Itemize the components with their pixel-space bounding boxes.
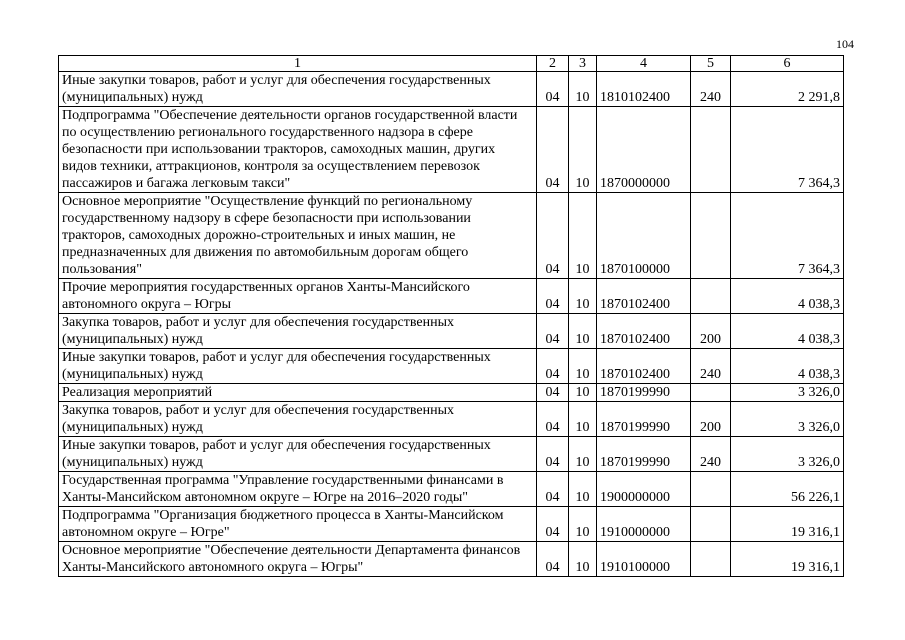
row-section: 04 <box>537 314 569 349</box>
table-row <box>59 507 844 542</box>
row-subsection: 10 <box>569 314 597 349</box>
row-vr: 240 <box>691 72 731 107</box>
table-row <box>59 402 844 437</box>
row-vr <box>691 279 731 314</box>
column-header-subsection: 3 <box>569 56 597 72</box>
row-name: Иные закупки товаров, работ и услуг для обеспечения государственных (муниципальных) нужд <box>59 72 537 107</box>
row-subsection: 10 <box>569 193 597 279</box>
row-sum: 3 326,0 <box>731 384 844 402</box>
row-sum: 3 326,0 <box>731 437 844 472</box>
row-sum: 7 364,3 <box>731 193 844 279</box>
row-section: 04 <box>537 402 569 437</box>
row-sum: 19 316,1 <box>731 507 844 542</box>
row-csr: 1910000000 <box>597 507 691 542</box>
row-vr: 200 <box>691 402 731 437</box>
row-sum: 2 291,8 <box>731 72 844 107</box>
row-name: Государственная программа "Управление государственными финансами в Ханты-Мансийском автономном округе – Югре на 2016–2020 годы" <box>59 472 537 507</box>
table-row <box>59 542 844 577</box>
row-vr <box>691 542 731 577</box>
table-row <box>59 72 844 107</box>
row-section: 04 <box>537 472 569 507</box>
row-subsection: 10 <box>569 402 597 437</box>
row-name: Иные закупки товаров, работ и услуг для обеспечения государственных (муниципальных) нужд <box>59 349 537 384</box>
page-number: 104 <box>836 37 854 51</box>
table-row <box>59 384 844 402</box>
row-subsection: 10 <box>569 507 597 542</box>
row-subsection: 10 <box>569 72 597 107</box>
row-name: Иные закупки товаров, работ и услуг для обеспечения государственных (муниципальных) нужд <box>59 437 537 472</box>
budget-table <box>58 55 844 577</box>
row-vr: 240 <box>691 349 731 384</box>
row-vr <box>691 193 731 279</box>
row-section: 04 <box>537 72 569 107</box>
row-csr: 1870199990 <box>597 402 691 437</box>
row-sum: 56 226,1 <box>731 472 844 507</box>
table-header-row <box>59 56 844 72</box>
row-name: Закупка товаров, работ и услуг для обеспечения государственных (муниципальных) нужд <box>59 314 537 349</box>
row-name: Подпрограмма "Организация бюджетного процесса в Ханты-Мансийском автономном округе – Югре" <box>59 507 537 542</box>
row-subsection: 10 <box>569 384 597 402</box>
table-row <box>59 107 844 193</box>
row-csr: 1870102400 <box>597 314 691 349</box>
column-header-sum: 6 <box>731 56 844 72</box>
row-vr <box>691 384 731 402</box>
row-csr: 1870199990 <box>597 384 691 402</box>
column-header-section: 2 <box>537 56 569 72</box>
row-section: 04 <box>537 107 569 193</box>
row-vr: 240 <box>691 437 731 472</box>
row-sum: 4 038,3 <box>731 349 844 384</box>
row-section: 04 <box>537 193 569 279</box>
row-subsection: 10 <box>569 472 597 507</box>
row-name: Основное мероприятие "Обеспечение деятельности Департамента финансов Ханты-Мансийского автономного округа – Югры" <box>59 542 537 577</box>
row-name: Прочие мероприятия государственных органов Ханты-Мансийского автономного округа – Югры <box>59 279 537 314</box>
row-sum: 3 326,0 <box>731 402 844 437</box>
row-section: 04 <box>537 349 569 384</box>
row-sum: 19 316,1 <box>731 542 844 577</box>
row-subsection: 10 <box>569 542 597 577</box>
row-vr <box>691 107 731 193</box>
table-row <box>59 279 844 314</box>
row-section: 04 <box>537 437 569 472</box>
row-section: 04 <box>537 384 569 402</box>
row-csr: 1810102400 <box>597 72 691 107</box>
table-row <box>59 437 844 472</box>
row-csr: 1900000000 <box>597 472 691 507</box>
row-name: Основное мероприятие "Осуществление функций по региональному государственному надзору в сфере безопасности при использовании тракторов, самоходных дорожно-строительных и иных машин, не предназначенных для движения по автомобильным дорогам общего пользования" <box>59 193 537 279</box>
table-body <box>59 72 844 577</box>
row-vr <box>691 472 731 507</box>
column-header-vr: 5 <box>691 56 731 72</box>
row-section: 04 <box>537 507 569 542</box>
row-csr: 1870102400 <box>597 349 691 384</box>
row-section: 04 <box>537 279 569 314</box>
row-name: Реализация мероприятий <box>59 384 537 402</box>
table-row <box>59 193 844 279</box>
row-subsection: 10 <box>569 349 597 384</box>
table-row <box>59 472 844 507</box>
row-name: Подпрограмма "Обеспечение деятельности органов государственной власти по осуществлению регионального государственного надзора в сфере безопасности при использовании тракторов, самоходных машин, других видов техники, аттракционов, контроля за осуществлением перевозок пассажиров и багажа легковым такси" <box>59 107 537 193</box>
column-header-csr: 4 <box>597 56 691 72</box>
row-subsection: 10 <box>569 437 597 472</box>
row-vr <box>691 507 731 542</box>
row-csr: 1870199990 <box>597 437 691 472</box>
row-csr: 1870000000 <box>597 107 691 193</box>
row-sum: 4 038,3 <box>731 279 844 314</box>
column-header-name: 1 <box>59 56 537 72</box>
row-csr: 1910100000 <box>597 542 691 577</box>
table-row <box>59 349 844 384</box>
row-sum: 7 364,3 <box>731 107 844 193</box>
row-csr: 1870102400 <box>597 279 691 314</box>
row-vr: 200 <box>691 314 731 349</box>
row-subsection: 10 <box>569 279 597 314</box>
row-section: 04 <box>537 542 569 577</box>
row-sum: 4 038,3 <box>731 314 844 349</box>
row-csr: 1870100000 <box>597 193 691 279</box>
row-subsection: 10 <box>569 107 597 193</box>
table-row <box>59 314 844 349</box>
row-name: Закупка товаров, работ и услуг для обеспечения государственных (муниципальных) нужд <box>59 402 537 437</box>
